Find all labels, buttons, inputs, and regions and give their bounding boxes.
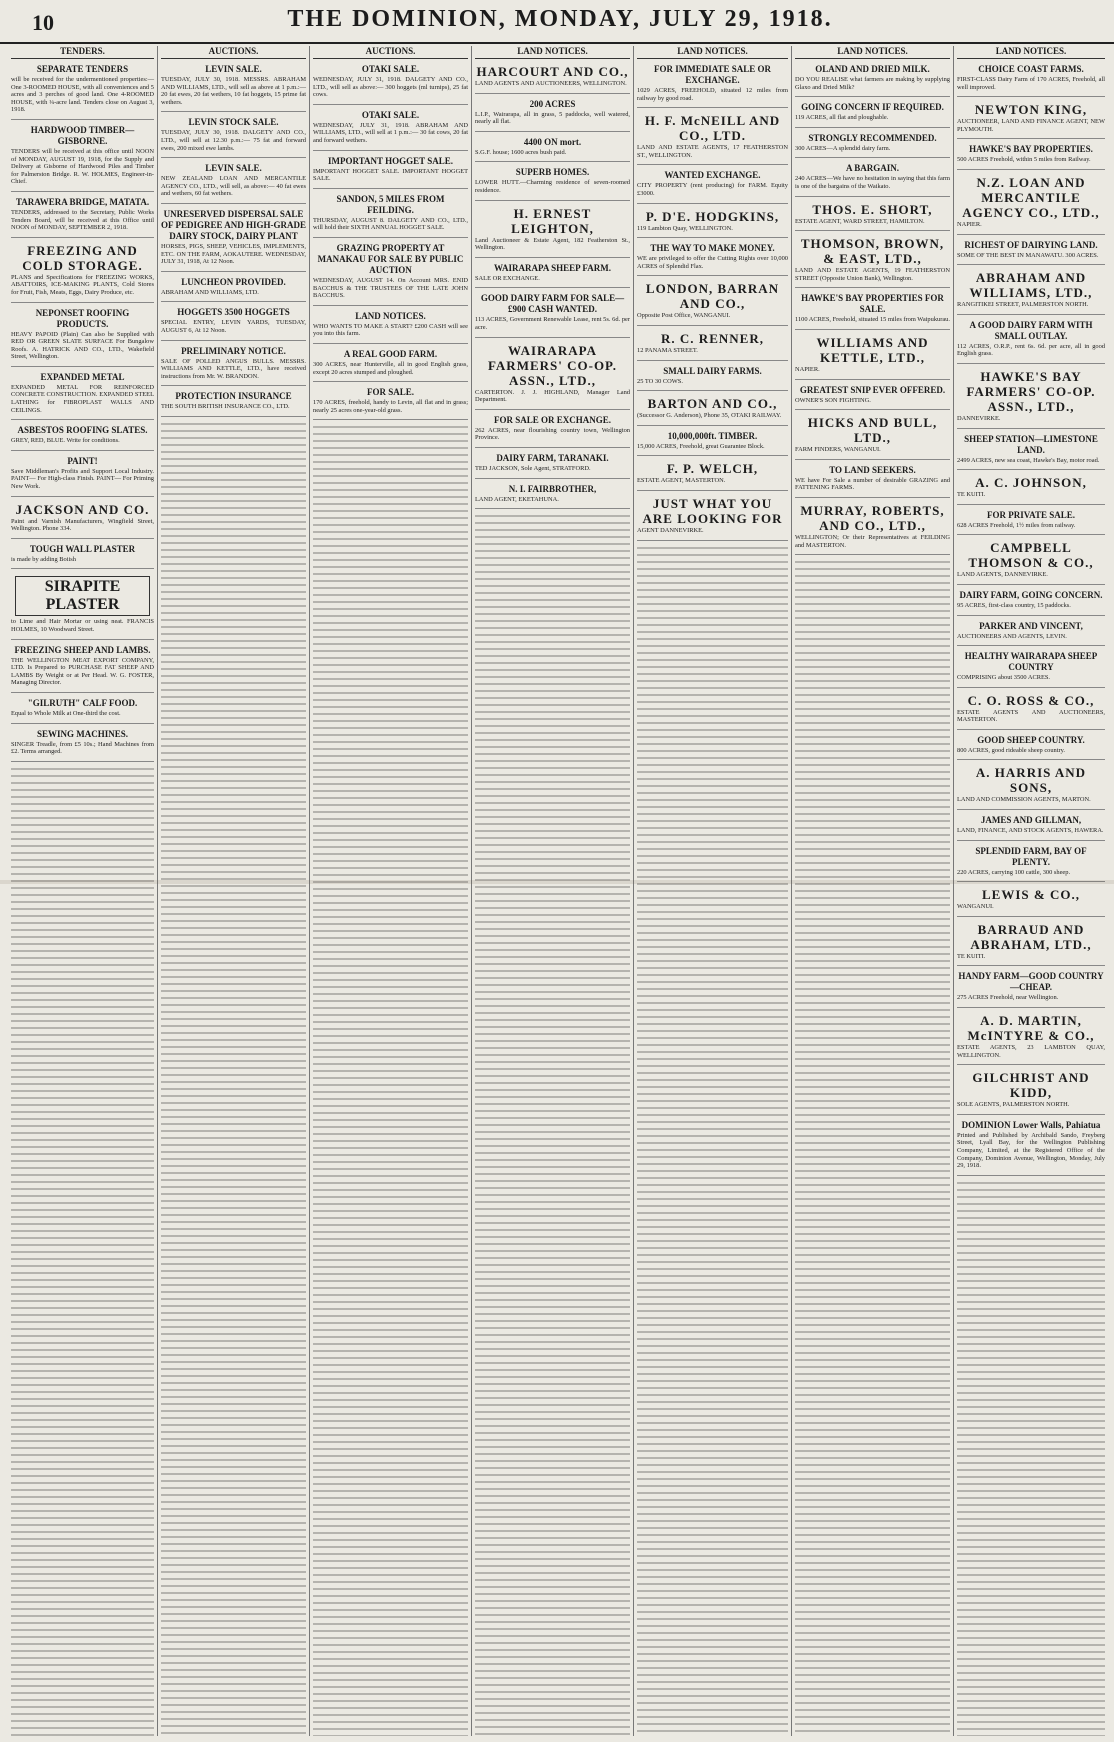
ad-title: LUNCHEON PROVIDED. xyxy=(181,276,286,287)
ad-title: CAMPBELL THOMSON & CO., xyxy=(968,540,1094,571)
advertisement xyxy=(637,111,788,165)
ad-body: 262 ACRES, near flourishing country town, Wellington Province. xyxy=(475,426,630,442)
column-1 xyxy=(8,46,158,1736)
ad-body: LAND AND ESTATE AGENTS, 17 FEATHERSTON ST., WELLINGTON. xyxy=(637,144,788,159)
advertisement xyxy=(957,268,1105,315)
ad-title: GOOD DAIRY FARM FOR SALE—£900 CASH WANTED. xyxy=(480,293,625,315)
ad-body: LAND, FINANCE, AND STOCK AGENTS, HAWERA. xyxy=(957,827,1104,835)
advertisement xyxy=(957,508,1105,536)
advertisement xyxy=(957,813,1105,841)
advertisement xyxy=(11,696,154,724)
ad-title: PAINT! xyxy=(67,455,98,466)
ad-body: ESTATE AGENT, WARD STREET, HAMILTON. xyxy=(795,217,925,225)
ad-body: L.I.P., Wairarapa, all in grass, 5 paddocks, well watered, nearly all flat. xyxy=(475,110,630,126)
ad-body: PLANS and Specifications for FREEZING WORKS, ABATTOIRS, ICE-MAKING PLANTS, Cold Stores for Fruit, Fish, Meats, Eggs, Dairy Produce, etc. xyxy=(11,273,154,296)
ad-body: Opposite Post Office, WANGANUI. xyxy=(637,312,731,320)
advertisement xyxy=(11,542,154,570)
advertisement xyxy=(957,173,1105,235)
ad-title: THOMSON, BROWN, & EAST, LTD., xyxy=(800,236,945,267)
ad-title: PRELIMINARY NOTICE. xyxy=(181,345,286,356)
advertisement xyxy=(11,123,154,192)
ad-title: GILCHRIST AND KIDD, xyxy=(972,1070,1090,1101)
advertisement xyxy=(11,500,154,539)
ad-body: 170 ACRES, freehold, handy to Levin, all flat and in grass; nearly 25 acres one-year-old grass. xyxy=(313,399,468,414)
ad-body: TE KUITI. xyxy=(957,491,986,499)
page-number: 10 xyxy=(32,10,54,35)
ad-body: LAND AGENTS AND AUCTIONEERS, WELLINGTON. xyxy=(475,80,627,87)
ad-title: SEWING MACHINES. xyxy=(36,728,128,739)
advertisement xyxy=(637,364,788,392)
ad-body: SINGER Treadle, from £5 10s.; Hand Machines from £2. Terms arranged. xyxy=(11,740,154,756)
advertisement xyxy=(795,161,950,196)
ad-title: UNRESERVED DISPERSAL SALE OF PEDIGREE AND HIGH-GRADE DAIRY STOCK, DAIRY PLANT xyxy=(161,208,306,241)
ad-title: HEALTHY WAIRARAPA SHEEP COUNTRY xyxy=(964,651,1098,673)
advertisement xyxy=(795,131,950,159)
ad-title: WAIRARAPA SHEEP FARM. xyxy=(494,262,611,273)
ad-body: Paint and Varnish Manufacturers, Wingfield Street, Wellington. Phone 334. xyxy=(11,517,154,533)
ad-title: LEVIN STOCK SALE. xyxy=(188,117,279,128)
advertisement xyxy=(957,691,1105,730)
ad-body: NAPIER. xyxy=(957,220,982,228)
ad-body: THE WELLINGTON MEAT EXPORT COMPANY, LTD. Is Prepared to PURCHASE FAT SHEEP AND LAMBS By Weight or at Per Head. W. G. FOSTER, Managing Director. xyxy=(11,656,154,687)
ad-body: TED JACKSON, Sole Agent, STRATFORD. xyxy=(475,464,591,472)
ad-title: GOING CONCERN IF REQUIRED. xyxy=(801,102,944,113)
advertisement xyxy=(475,165,630,200)
ad-body: SALE OF POLLED ANGUS BULLS. MESSRS. WILLIAMS AND KETTLE, LTD., have received instructions from Mr. W. BRANDON. xyxy=(161,357,306,380)
ad-title: FREEZING AND COLD STORAGE. xyxy=(22,242,143,273)
ad-title: WILLIAMS AND KETTLE, LTD., xyxy=(816,334,929,365)
ad-body: 119 ACRES, all flat and ploughable. xyxy=(795,114,889,122)
advertisement xyxy=(795,62,950,97)
ad-title: LAND NOTICES. xyxy=(355,310,426,321)
advertisement xyxy=(11,306,154,367)
advertisement xyxy=(795,200,950,232)
advertisement xyxy=(11,195,154,238)
ad-body: EXPANDED METAL FOR REINFORCED CONCRETE CONSTRUCTION. EXPANDED STEEL LATHING for FIBROPLAST WALLS AND CEILINGS. xyxy=(11,383,154,414)
dense-text-filler xyxy=(11,765,154,1736)
ad-body: 95 ACRES, first-class country, 15 paddocks. xyxy=(957,601,1071,609)
advertisement xyxy=(11,454,154,497)
ad-body: LAND AND ESTATE AGENTS, 19 FEATHERSTON STREET (Opposite Union Bank), Wellington. xyxy=(795,267,950,282)
ad-body: THE SOUTH BRITISH INSURANCE CO., LTD. xyxy=(161,403,290,411)
ad-body: RANGITIKEI STREET, PALMERSTON NORTH. xyxy=(957,301,1089,309)
advertisement xyxy=(475,291,630,337)
advertisement xyxy=(957,318,1105,364)
ad-title: HAWKE'S BAY PROPERTIES FOR SALE. xyxy=(801,293,944,315)
ad-body: WHO WANTS TO MAKE A START? £200 CASH will see you into this farm. xyxy=(313,322,468,338)
dense-text-filler xyxy=(313,423,468,1736)
ad-body: HORSES, PIGS, SHEEP, VEHICLES, IMPLEMENTS, ETC. ON THE FARM, AOKAUTERE. WEDNESDAY, JULY 31, 1918, At 12 Noon. xyxy=(161,242,306,266)
ad-body: THURSDAY, AUGUST 8. DALGETY AND CO., LTD., will hold their SIXTH ANNUAL HOGGET SALE. xyxy=(313,216,468,232)
column-heading: AUCTIONS. xyxy=(161,46,306,59)
ad-title: SANDON, 5 MILES FROM FEILDING. xyxy=(336,193,445,215)
advertisement xyxy=(637,279,788,326)
ad-body: NEW ZEALAND LOAN AND MERCANTILE AGENCY CO., LTD., will sell, as above:— 40 fat ewes and wethers, 60 fat wethers. xyxy=(161,175,306,198)
ad-body: AUCTIONEER, LAND AND FINANCE AGENT, NEW PLYMOUTH. xyxy=(957,118,1105,133)
column-heading: TENDERS. xyxy=(11,46,154,59)
ad-title: LEVIN SALE. xyxy=(205,163,262,174)
ad-title: DAIRY FARM, TARANAKI. xyxy=(496,452,609,463)
ad-body: SALE OR EXCHANGE. xyxy=(475,274,540,282)
page-header xyxy=(0,0,1114,44)
ad-title: FOR SALE. xyxy=(366,387,414,398)
column-5 xyxy=(634,46,792,1736)
ad-title: F. P. WELCH, xyxy=(666,461,759,477)
ad-title: THOS. E. SHORT, xyxy=(812,201,933,217)
ad-title: HANDY FARM—GOOD COUNTRY—CHEAP. xyxy=(958,971,1104,993)
ad-body: LOWER HUTT.—Charming residence of seven-roomed residence. xyxy=(475,179,630,194)
advertisement xyxy=(637,241,788,276)
ad-body: SPECIAL ENTRY, LEVIN YARDS, TUESDAY, AUGUST 6, At 12 Noon. xyxy=(161,319,306,334)
ad-title: OTAKI SALE. xyxy=(361,64,420,74)
ad-body: LAND AGENT, EKETAHUNA. xyxy=(475,495,559,503)
ad-body: 25 TO 30 COWS. xyxy=(637,377,683,385)
ad-title: SMALL DAIRY FARMS. xyxy=(663,365,762,376)
advertisement xyxy=(313,62,468,105)
ad-title: OLAND AND DRIED MILK. xyxy=(815,64,930,74)
ad-body: 2499 ACRES, new sea coast, Hawke's Bay, motor road. xyxy=(957,456,1100,464)
advertisement xyxy=(475,204,630,258)
advertisement xyxy=(957,1011,1105,1065)
ad-body: 15,000 ACRES, Freehold, great Guarantee Block. xyxy=(637,442,765,450)
advertisement xyxy=(161,62,306,112)
ad-title: HAWKE'S BAY PROPERTIES. xyxy=(969,144,1093,155)
ad-body: WEDNESDAY, AUGUST 14. On Account MRS. ENID BACCHUS & THE TRUSTEES OF THE LATE JOHN BACCHUS. xyxy=(313,276,468,300)
ad-title: HICKS AND BULL, LTD., xyxy=(807,415,938,446)
ad-title: STRONGLY RECOMMENDED. xyxy=(808,132,937,143)
column-heading: AUCTIONS. xyxy=(313,46,468,59)
column-3 xyxy=(310,46,472,1736)
ad-title: 10,000,000ft. TIMBER. xyxy=(667,430,758,441)
ad-title: TOUGH WALL PLASTER xyxy=(29,543,136,554)
ad-body: is made by adding Boiish xyxy=(11,555,76,563)
advertisement xyxy=(161,344,306,387)
ad-body: AGENT DANNEVIRKE. xyxy=(637,526,704,534)
advertisement xyxy=(957,100,1105,139)
column-area xyxy=(8,46,1108,1736)
advertisement xyxy=(313,108,468,151)
ad-body: Printed and Published by Archibald Sando, Freyberg Street, Lyall Bay, for the Wellington Publishing Company, Limited, at the Registered Office of the Company, Dominion Avenue, Wellington, Monday, July 29, 1918. xyxy=(957,1131,1105,1170)
advertisement xyxy=(475,261,630,289)
advertisement xyxy=(637,459,788,491)
ad-body: ESTATE AGENTS AND AUCTIONEERS, MASTERTON. xyxy=(957,708,1105,724)
ad-body: WE are privileged to offer the Cutting Rights over 10,000 ACRES of Splendid Flax. xyxy=(637,255,788,270)
ad-body: WE have For Sale a number of desirable GRAZING and FATTENING FARMS. xyxy=(795,476,950,492)
advertisement xyxy=(637,429,788,457)
advertisement xyxy=(313,347,468,382)
ad-title: R. C. RENNER, xyxy=(661,330,764,346)
advertisement xyxy=(11,423,154,451)
column-2 xyxy=(158,46,310,1736)
ad-body: Save Middleman's Profits and Support Local Industry. PAINT— For High-class Finish. PAINT— For Priming New Work. xyxy=(11,467,154,491)
ad-title: H. ERNEST LEIGHTON, xyxy=(511,205,594,236)
ad-title: P. D'E. HODGKINS, xyxy=(645,208,780,224)
advertisement xyxy=(475,97,630,132)
ad-title: SEPARATE TENDERS xyxy=(36,64,129,74)
advertisement xyxy=(957,588,1105,616)
ad-title: IMPORTANT HOGGET SALE. xyxy=(328,155,453,166)
column-4 xyxy=(472,46,634,1736)
ad-body: to Lime and Hair Mortar or using neat. FRANCIS HOLMES, 10 Woodward Street. xyxy=(11,618,154,633)
ad-title: BARRAUD AND ABRAHAM, LTD., xyxy=(970,921,1092,952)
ad-title: NEWTON KING, xyxy=(974,102,1088,118)
advertisement xyxy=(637,207,788,239)
ad-body: 628 ACRES Freehold, 1½ miles from railway. xyxy=(957,521,1076,529)
advertisement xyxy=(475,482,630,510)
ad-body: TUESDAY, JULY 30, 1918. MESSRS. ABRAHAM AND WILLIAMS, LTD., will sell as above at 1 p.m.:— 20 fat ewes, 20 fat wethers, 10 fat hoggets, 15 prime fat wethers. xyxy=(161,76,306,106)
ad-body: 300 ACRES—A splendid dairy farm. xyxy=(795,144,891,152)
advertisement xyxy=(957,432,1105,471)
ad-title: HOGGETS 3500 HOGGETS xyxy=(177,307,290,318)
ad-body: 1029 ACRES, FREEHOLD, situated 12 miles from railway by good road. xyxy=(637,87,788,102)
ad-title: HARDWOOD TIMBER—GISBORNE. xyxy=(30,124,135,146)
ad-body: will be received for the undermentioned properties:— One 3-ROOMED HOUSE, with all conveniences and 5 acres and 3 perches of good land. One 4-ROOMED HOUSE, with ¼-acre land. Tenders close on August 3, 1918. xyxy=(11,76,154,114)
ad-body: 275 ACRES Freehold, near Wellington. xyxy=(957,994,1059,1002)
ad-title: ASBESTOS ROOFING SLATES. xyxy=(17,425,148,436)
ad-body: 220 ACRES, carrying 100 cattle, 300 sheep. xyxy=(957,868,1071,876)
ad-body: WANGANUI. xyxy=(957,903,994,911)
ad-body: ESTATE AGENTS, 23 LAMBTON QUAY, WELLINGTON. xyxy=(957,1044,1105,1059)
ad-title: JUST WHAT YOU ARE LOOKING FOR xyxy=(642,495,783,526)
ad-body: 112 ACRES, O.R.P., rent 6s. 6d. per acre, all in good English grass. xyxy=(957,342,1105,358)
ad-body: 300 ACRES, near Hunterville, all in good English grass, except 20 acres stumped and ploughed. xyxy=(313,360,468,376)
ad-title: JAMES AND GILLMAN, xyxy=(980,815,1082,826)
advertisement xyxy=(475,62,630,94)
ad-body: CITY PROPERTY (rent producing) for FARM. Equity £3000. xyxy=(637,182,788,197)
advertisement xyxy=(795,234,950,288)
ad-title: C. O. ROSS & CO., xyxy=(967,692,1095,708)
ad-title: A GOOD DAIRY FARM WITH SMALL OUTLAY. xyxy=(969,319,1093,341)
advertisement xyxy=(957,619,1105,647)
ad-title: JACKSON AND CO. xyxy=(15,501,150,517)
advertisement xyxy=(161,275,306,303)
dense-text-filler xyxy=(795,558,950,1736)
advertisement xyxy=(957,473,1105,505)
ad-title: FOR IMMEDIATE SALE OR EXCHANGE. xyxy=(653,64,772,85)
advertisement xyxy=(11,62,154,120)
ad-title: LEVIN SALE. xyxy=(205,64,262,74)
column-6 xyxy=(792,46,954,1736)
ad-title: A. D. MARTIN, McINTYRE & CO., xyxy=(967,1013,1095,1044)
advertisement xyxy=(313,192,468,238)
ad-body: Land Auctioneer & Estate Agent, 182 Featherston St., Wellington. xyxy=(475,236,630,252)
column-heading: LAND NOTICES. xyxy=(637,46,788,59)
ad-body: HEAVY PAPOID (Plain) Can also be Supplied with RED OR GREEN SLATE SURFACE For Bungalow Roofs. A. HATRICK AND CO., LTD., Wakefield Street, Wellington. xyxy=(11,330,154,361)
ad-body: TUESDAY, JULY 30, 1918. DALGETY AND CO., LTD., will sell at 12.30 p.m.:— 75 fat and forward ewes, 200 mixed ewe lambs. xyxy=(161,129,306,152)
ad-title: SIRAPITE PLASTER xyxy=(15,576,150,616)
advertisement xyxy=(161,305,306,340)
ad-body: CARTERTON. J. J. HIGHLAND, Manager Land Department. xyxy=(475,388,630,404)
ad-title: DAIRY FARM, GOING CONCERN. xyxy=(959,589,1103,600)
ad-body: ESTATE AGENT, MASTERTON. xyxy=(637,477,726,485)
column-heading: LAND NOTICES. xyxy=(957,46,1105,59)
advertisement xyxy=(957,538,1105,585)
ad-title: LONDON, BARRAN AND CO., xyxy=(645,281,780,312)
ad-body: GREY, RED, BLUE. Write for conditions. xyxy=(11,437,120,445)
advertisement xyxy=(957,649,1105,688)
advertisement xyxy=(795,333,950,380)
advertisement xyxy=(957,969,1105,1008)
column-7 xyxy=(954,46,1108,1736)
advertisement xyxy=(11,727,154,762)
advertisement xyxy=(957,763,1105,810)
ad-body: TENDERS, addressed to the Secretary, Public Works Tenders Board, will be received at this Office until NOON of MONDAY, SEPTEMBER 2, 1918. xyxy=(11,208,154,232)
advertisement xyxy=(637,62,788,108)
advertisement xyxy=(161,161,306,204)
ad-title: "GILRUTH" CALF FOOD. xyxy=(27,697,138,708)
ad-body: WEDNESDAY, JULY 31, 1918. ABRAHAM AND WILLIAMS, LTD., will sell at 1 p.m.:— 30 fat cows, 20 fat and forward wethers. xyxy=(313,121,468,144)
ad-title: CHOICE COAST FARMS. xyxy=(978,64,1084,74)
advertisement xyxy=(313,241,468,306)
ad-title: DOMINION Lower Walls, Pahiatua xyxy=(961,1119,1101,1130)
ad-body: LAND AGENTS, DANNEVIRKE. xyxy=(957,571,1048,579)
masthead-title: THE DOMINION, MONDAY, JULY 29, 1918. xyxy=(287,6,833,32)
advertisement xyxy=(957,885,1105,917)
advertisement xyxy=(313,309,468,344)
dense-text-filler xyxy=(637,544,788,1737)
ad-title: SHEEP STATION—LIMESTONE LAND. xyxy=(964,433,1098,455)
advertisement xyxy=(161,389,306,417)
advertisement xyxy=(161,115,306,158)
ad-body: OWNER'S SON FIGHTING. xyxy=(795,396,871,404)
advertisement xyxy=(161,207,306,272)
ad-title: H. F. McNEILL AND CO., LTD. xyxy=(644,113,781,144)
ad-body: 113 ACRES, Government Renewable Lease, rent 5s. 6d. per acre. xyxy=(475,316,630,331)
advertisement xyxy=(11,572,154,639)
ad-body: Equal to Whole Milk at One-third the cost. xyxy=(11,709,121,717)
advertisement xyxy=(795,413,950,460)
ad-body: 240 ACRES—We have no hesitation in saying that this farm is one of the bargains of the Waikato. xyxy=(795,175,950,190)
ad-title: A. HARRIS AND SONS, xyxy=(975,765,1087,796)
ad-title: FREEZING SHEEP AND LAMBS. xyxy=(14,644,151,655)
ad-title: PROTECTION INSURANCE xyxy=(175,391,292,402)
ad-title: HARCOURT AND CO., xyxy=(476,64,629,79)
ad-body: LAND AND COMMISSION AGENTS, MARTON. xyxy=(957,796,1091,804)
ad-title: TO LAND SEEKERS. xyxy=(829,464,916,475)
column-heading: LAND NOTICES. xyxy=(475,46,630,59)
ad-title: OTAKI SALE. xyxy=(361,109,420,120)
ad-title: N. I. FAIRBROTHER, xyxy=(508,483,597,494)
advertisement xyxy=(475,413,630,448)
advertisement xyxy=(637,329,788,361)
advertisement xyxy=(637,494,788,541)
ad-title: A REAL GOOD FARM. xyxy=(343,348,438,359)
ad-title: 4400 ON mort. xyxy=(523,136,582,147)
ad-title: THE WAY TO MAKE MONEY. xyxy=(650,243,775,254)
advertisement xyxy=(957,844,1105,883)
advertisement xyxy=(11,241,154,303)
ad-title: RICHEST OF DAIRYING LAND. xyxy=(964,239,1098,250)
ad-title: SUPERB HOMES. xyxy=(515,167,590,178)
ad-body: 1100 ACRES, Freehold, situated 15 miles from Waipukurau. xyxy=(795,316,950,324)
ad-body: TE KUITI. xyxy=(957,952,986,960)
ad-body: 800 ACRES, good rideable sheep country. xyxy=(957,746,1066,754)
ad-title: HAWKE'S BAY FARMERS' CO-OP. ASSN., LTD., xyxy=(966,368,1096,414)
paper-fold xyxy=(0,880,1114,884)
advertisement xyxy=(475,451,630,479)
advertisement xyxy=(475,135,630,163)
advertisement xyxy=(957,1068,1105,1115)
ad-title: TARAWERA BRIDGE, MATATA. xyxy=(15,196,150,207)
advertisement xyxy=(795,501,950,555)
dense-text-filler xyxy=(957,1179,1105,1736)
advertisement xyxy=(795,383,950,411)
advertisement xyxy=(957,238,1105,266)
ad-title: 200 ACRES xyxy=(529,98,576,109)
ad-body: 12 PANAMA STREET. xyxy=(637,346,698,354)
ad-title: SPLENDID FARM, BAY OF PLENTY. xyxy=(975,845,1087,867)
ad-body: (Successor G. Anderson), Phone 35, OTAKI RAILWAY. xyxy=(637,412,782,420)
ad-body: WEDNESDAY, JULY 31, 1918. DALGETY AND CO., LTD., will sell as above:— 300 hoggets (ml turnips), 25 fat cows. xyxy=(313,76,468,99)
advertisement xyxy=(313,385,468,420)
advertisement xyxy=(637,394,788,426)
ad-body: AUCTIONEERS AND AGENTS, LEVIN. xyxy=(957,632,1067,640)
ad-body: TENDERS will be received at this office until NOON of MONDAY, AUGUST 19, 1918, for the Supply and Delivery at Gisborne of Hardwood Piles and Timber for Palmerston Bridge. R. W. HOLMES, Engineer-in-Chief. xyxy=(11,147,154,186)
ad-body: 500 ACRES Freehold, within 5 miles from Railway. xyxy=(957,156,1091,164)
ad-title: LEWIS & CO., xyxy=(982,887,1080,903)
ad-title: PARKER AND VINCENT, xyxy=(979,620,1083,631)
ad-body: FIRST-CLASS Dairy Farm of 170 ACRES, Freehold, all well improved. xyxy=(957,76,1105,91)
ad-title: GRAZING PROPERTY AT MANAKAU FOR SALE BY PUBLIC AUCTION xyxy=(317,242,464,275)
advertisement xyxy=(957,1118,1105,1176)
column-heading: LAND NOTICES. xyxy=(795,46,950,59)
ad-body: 119 Lambton Quay, WELLINGTON. xyxy=(637,224,733,232)
advertisement xyxy=(795,100,950,128)
advertisement xyxy=(637,168,788,203)
advertisement xyxy=(313,154,468,189)
ad-body: ABRAHAM AND WILLIAMS, LTD. xyxy=(161,288,259,296)
advertisement xyxy=(957,733,1105,761)
advertisement xyxy=(11,643,154,693)
advertisement xyxy=(795,291,950,330)
advertisement xyxy=(957,142,1105,170)
dense-text-filler xyxy=(475,512,630,1736)
advertisement xyxy=(11,370,154,420)
advertisement xyxy=(795,463,950,498)
ad-body: DO YOU REALISE what farmers are making by supplying Glaxo and Dried Milk? xyxy=(795,76,950,91)
ad-title: A BARGAIN. xyxy=(845,163,899,174)
ad-title: FOR SALE OR EXCHANGE. xyxy=(493,414,611,425)
advertisement xyxy=(475,341,630,410)
dense-text-filler xyxy=(161,420,306,1736)
ad-title: GREATEST SNIP EVER OFFERED. xyxy=(799,384,946,395)
ad-title: BARTON AND CO., xyxy=(647,396,778,412)
ad-body: S.G.F. house; 1600 acres bush paid. xyxy=(475,148,567,156)
advertisement xyxy=(957,920,1105,967)
ad-body: SOME OF THE BEST IN MANAWATU. 300 ACRES. xyxy=(957,251,1099,259)
ad-title: ABRAHAM AND WILLIAMS, LTD., xyxy=(969,270,1093,301)
ad-body: COMPRISING about 3500 ACRES. xyxy=(957,674,1051,682)
ad-title: NEPONSET ROOFING PRODUCTS. xyxy=(35,307,130,329)
ad-body: SOLE AGENTS, PALMERSTON NORTH. xyxy=(957,1101,1070,1109)
ad-body: FARM FINDERS, WANGANUI. xyxy=(795,446,881,454)
ad-title: WAIRARAPA FARMERS' CO-OP. ASSN., LTD., xyxy=(487,342,618,388)
ad-body: DANNEVIRKE. xyxy=(957,414,1001,422)
ad-title: MURRAY, ROBERTS, AND CO., LTD., xyxy=(800,502,945,533)
ad-title: FOR PRIVATE SALE. xyxy=(987,509,1075,520)
ad-body: IMPORTANT HOGGET SALE. IMPORTANT HOGGET SALE. xyxy=(313,167,468,183)
advertisement xyxy=(957,62,1105,97)
ad-body: NAPIER. xyxy=(795,365,820,373)
ad-title: WANTED EXCHANGE. xyxy=(664,170,761,181)
ad-title: A. C. JOHNSON, xyxy=(975,475,1087,491)
ad-body: WELLINGTON; Or their Representatives at FEILDING and MASTERTON. xyxy=(795,533,950,549)
advertisement xyxy=(957,367,1105,429)
ad-title: EXPANDED METAL xyxy=(40,371,125,382)
ad-title: GOOD SHEEP COUNTRY. xyxy=(977,734,1085,745)
ad-title: N.Z. LOAN AND MERCANTILE AGENCY CO., LTD., xyxy=(962,174,1100,220)
